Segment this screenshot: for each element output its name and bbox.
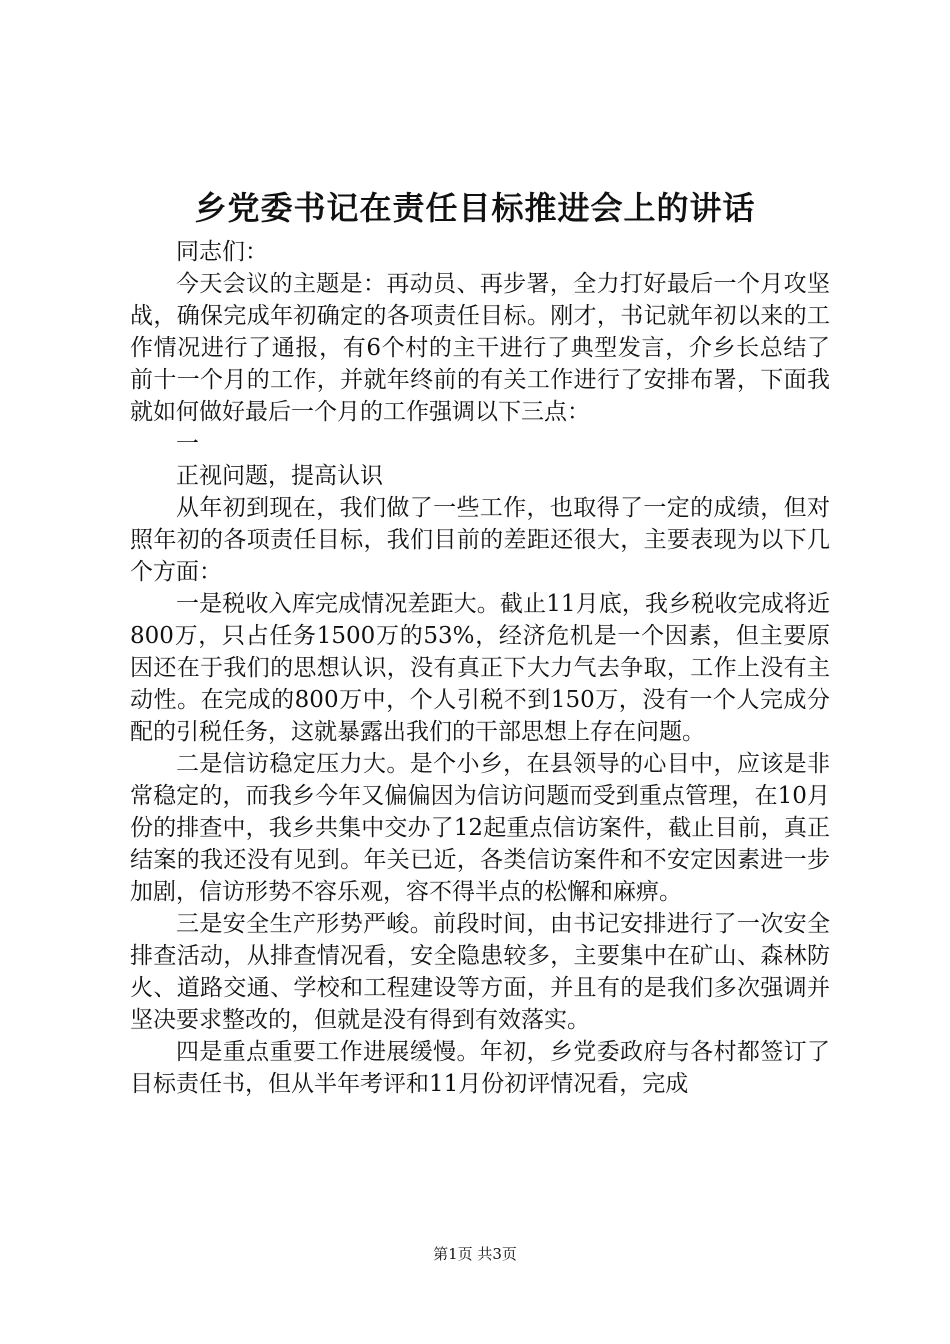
paragraph: 今天会议的主题是：再动员、再步署，全力打好最后一个月攻坚战，确保完成年初确定的各项责任目标。刚才，书记就年初以来的工作情况进行了通报，有6个村的主干进行了典型发言，介乡长总结了前十一个月的工作，并就年终前的有关工作进行了安排布署，下面我就如何做好最后一个月的工作强调以下三点： (130, 271, 830, 425)
document-body (130, 236, 830, 1100)
paragraph: 同志们： (176, 239, 268, 265)
page-footer: 第1页 共3页 (433, 1245, 517, 1263)
paragraph: 一是税收入库完成情况差距大。截止11月底，我乡税收完成将近800万，只占任务1500万的53%，经济危机是一个因素，但主要原因还在于我们的思想认识，没有真正下大力气去争取，工作上没有主动性。在完成的800万中，个人引税不到150万，没有一个人完成分配的引税任务，这就暴露出我们的干部思想上存在问题。 (130, 591, 830, 745)
paragraph: 四是重点重要工作进展缓慢。年初，乡党委政府与各村都签订了目标责任书，但从半年考评和11月份初评情况看，完成 (130, 1039, 830, 1097)
paragraph: 二是信访稳定压力大。是个小乡，在县领导的心目中，应该是非常稳定的，而我乡今年又偏偏因为信访问题而受到重点管理，在10月份的排查中，我乡共集中交办了12起重点信访案件，截止目前，真正结案的我还没有见到。年关已近，各类信访案件和不安定因素进一步加剧，信访形势不容乐观，容不得半点的松懈和麻痹。 (130, 751, 830, 905)
section-heading: 正视问题，提高认识 (176, 463, 383, 489)
paragraph: 从年初到现在，我们做了一些工作，也取得了一定的成绩，但对照年初的各项责任目标，我们目前的差距还很大，主要表现为以下几个方面： (130, 495, 830, 585)
section-number: 一 (176, 431, 199, 457)
page-title: 乡党委书记在责任目标推进会上的讲话 (194, 189, 756, 227)
paragraph: 三是安全生产形势严峻。前段时间，由书记安排进行了一次安全排查活动，从排查情况看，安全隐患较多，主要集中在矿山、森林防火、道路交通、学校和工程建设等方面，并且有的是我们多次强调并坚决要求整改的，但就是没有得到有效落实。 (130, 911, 830, 1033)
